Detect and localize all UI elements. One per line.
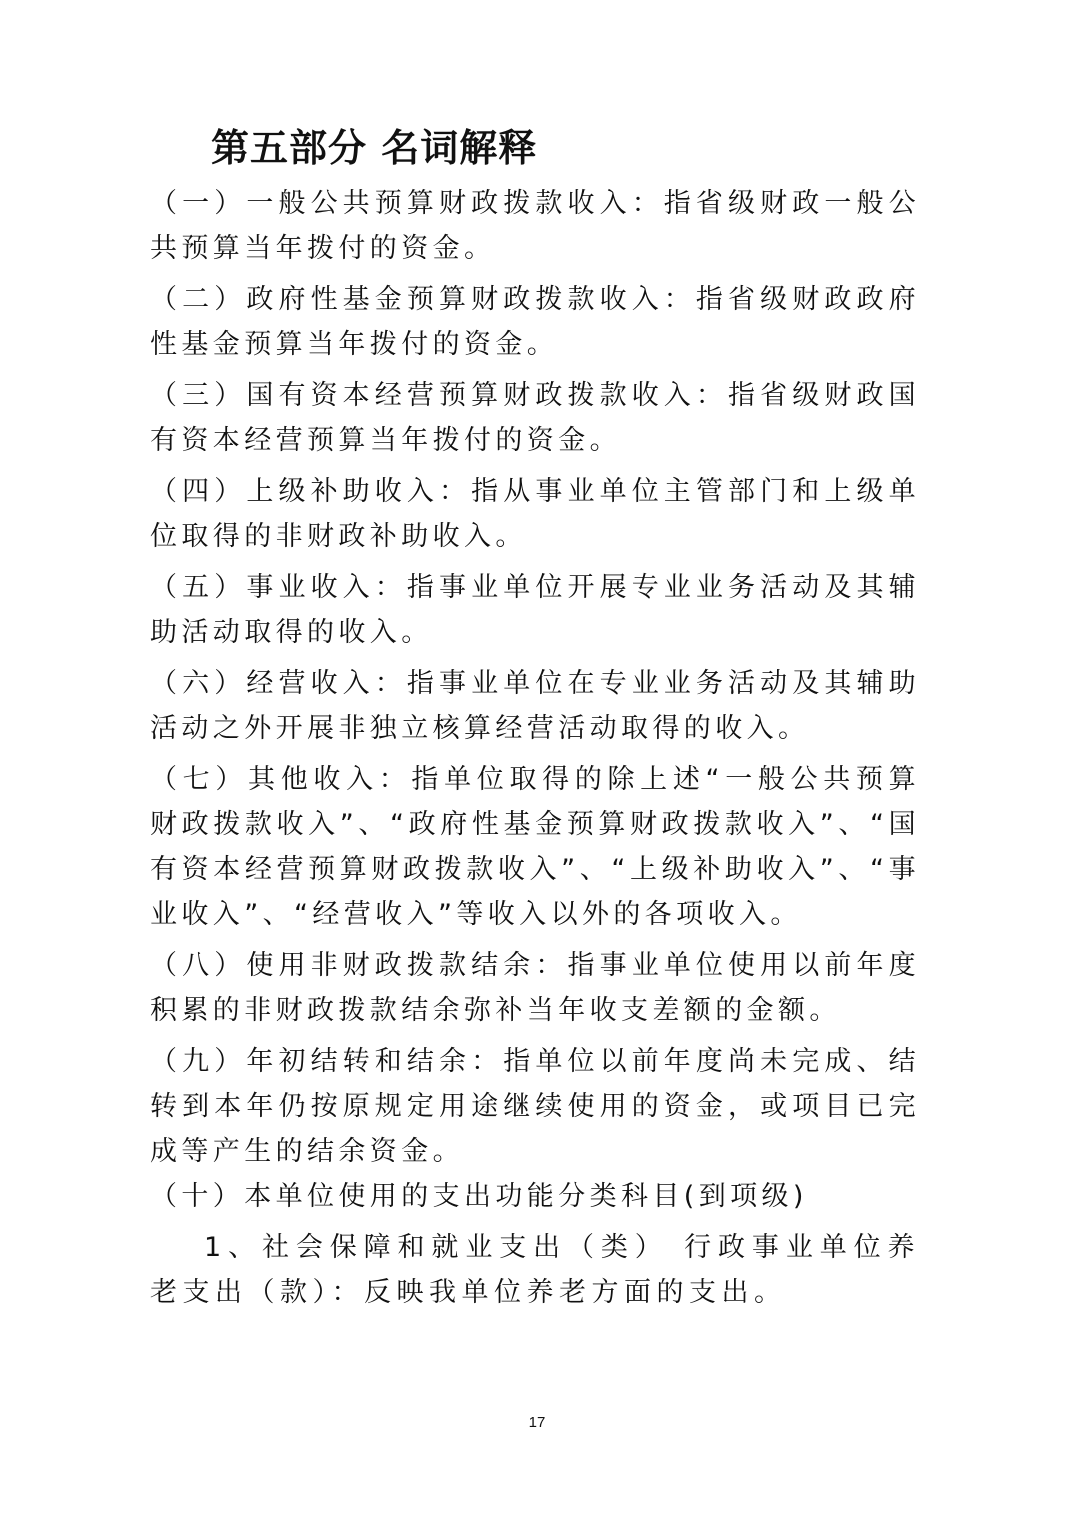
paragraph-6: （六）经营收入：指事业单位在专业业务活动及其辅助活动之外开展非独立核算经营活动取得的收入。 [150, 668, 920, 744]
paragraph-3: （三）国有资本经营预算财政拨款收入：指省级财政国有资本经营预算当年拨付的资金。 [150, 380, 920, 456]
paragraph-10: （十）本单位使用的支出功能分类科目(到项级) [150, 1181, 808, 1212]
paragraph-2: （二）政府性基金预算财政拨款收入：指省级财政政府性基金预算当年拨付的资金。 [150, 284, 920, 360]
paragraph-8: （八）使用非财政拨款结余：指事业单位使用以前年度积累的非财政拨款结余弥补当年收支差额的金额。 [150, 950, 920, 1026]
page-number: 17 [528, 1414, 546, 1431]
paragraph-9: （九）年初结转和结余：指单位以前年度尚未完成、结转到本年仍按原规定用途继续使用的资金，或项目已完成等产生的结余资金。 [150, 1046, 920, 1167]
paragraph-4: （四）上级补助收入：指从事业单位主管部门和上级单位取得的非财政补助收入。 [150, 476, 920, 552]
paragraph-5: （五）事业收入：指事业单位开展专业业务活动及其辅助活动取得的收入。 [150, 572, 920, 648]
paragraph-11: 1、社会保障和就业支出（类） 行政事业单位养老支出（款）：反映我单位养老方面的支出。 [150, 1232, 920, 1308]
document-body [150, 181, 920, 1321]
paragraph-7: （七）其他收入：指单位取得的除上述“一般公共预算财政拨款收入”、“政府性基金预算财政拨款收入”、“国有资本经营预算财政拨款收入”、“上级补助收入”、“事业收入”、“经营收入”等收入以外的各项收入。 [150, 764, 920, 930]
page-title: 第五部分 名词解释 [211, 126, 538, 170]
paragraph-1: （一）一般公共预算财政拨款收入：指省级财政一般公共预算当年拨付的资金。 [150, 188, 920, 264]
